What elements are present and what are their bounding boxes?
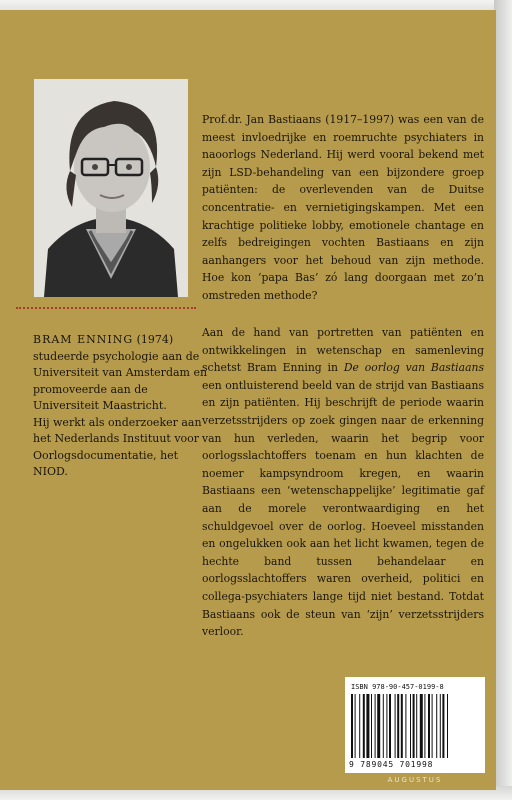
author-name: BRAM ENNING	[33, 333, 134, 346]
author-bio-text: (1974) studeerde psychologie aan de Universiteit van Amsterdam en promoveerde aan de Universiteit Maastricht. Hij werkt als onderzoeker aan het Nederlands Instituut voor Oorlogsdocumentatie, het NIOD.	[33, 333, 208, 478]
book-title-inline: De oorlog van Bastiaans	[343, 361, 484, 375]
barcode-digits: 9 789045 701998	[349, 760, 434, 769]
barcode-image	[349, 694, 481, 758]
blurb-paragraph-1: Prof.dr. Jan Bastiaans (1917–1997) was een van de meest invloedrijke en roemruchte psychiaters in naoorlogs Nederland. Hij werd vooral bekend met zijn LSD-behandeling van een bijzondere groep patiënten: de overlevenden van de Duitse concentratie- en vernietigingskampen. Met een krachtige politieke lobby, emotionele chantage en zelfs bedreigingen vochten Bastiaans en zijn aanhangers voor het behoud van zijn methode. Hoe kon ‘papa Bas’ zó lang doorgaan met zo’n omstreden methode?	[202, 113, 484, 302]
isbn-label: ISBN 978-90-457-0199-8	[351, 683, 444, 691]
isbn-barcode-box	[345, 677, 485, 773]
book-back-cover	[0, 10, 496, 790]
blurb-paragraph-2-start: Aan de hand van portretten van patiënten en ontwikkelingen in wetenschap en samenleving schetst Bram Enning in	[202, 326, 484, 375]
blurb-paragraph-2-rest: een ontluisterend beeld van de strijd van Bastiaans en zijn patiënten. Hij beschrijft de periode waarin verzetsstrijders op zoek gingen naar de erkenning van hun verleden, waarin het begrip voor oorlogsslachtoffers toenam en hun klachten de noemer kampsyndroom kregen, en waarin Bastiaans een ‘wetenschappelijke’ legitimatie gaf aan de morele verontwaardiging en het schuldgevoel over de oorlog. Hoeveel misstanden en ongelukken ook aan het licht kwamen, tegen de hechte band tussen behandelaar en oorlogsslachtoffers waren overheid, politici en collega-psychiaters lange tijd niet bestand. Totdat Bastiaans ook de steun van ‘zijn’ verzetsstrijders verloor.	[202, 378, 484, 639]
blurb-paragraph-2	[202, 324, 484, 641]
author-bio	[33, 332, 208, 481]
publisher-logo: AUGUSTUS	[387, 776, 443, 784]
author-portrait-image	[34, 79, 188, 297]
author-photo	[34, 79, 188, 297]
page-edge-right	[494, 0, 512, 800]
dotted-divider	[16, 307, 196, 309]
